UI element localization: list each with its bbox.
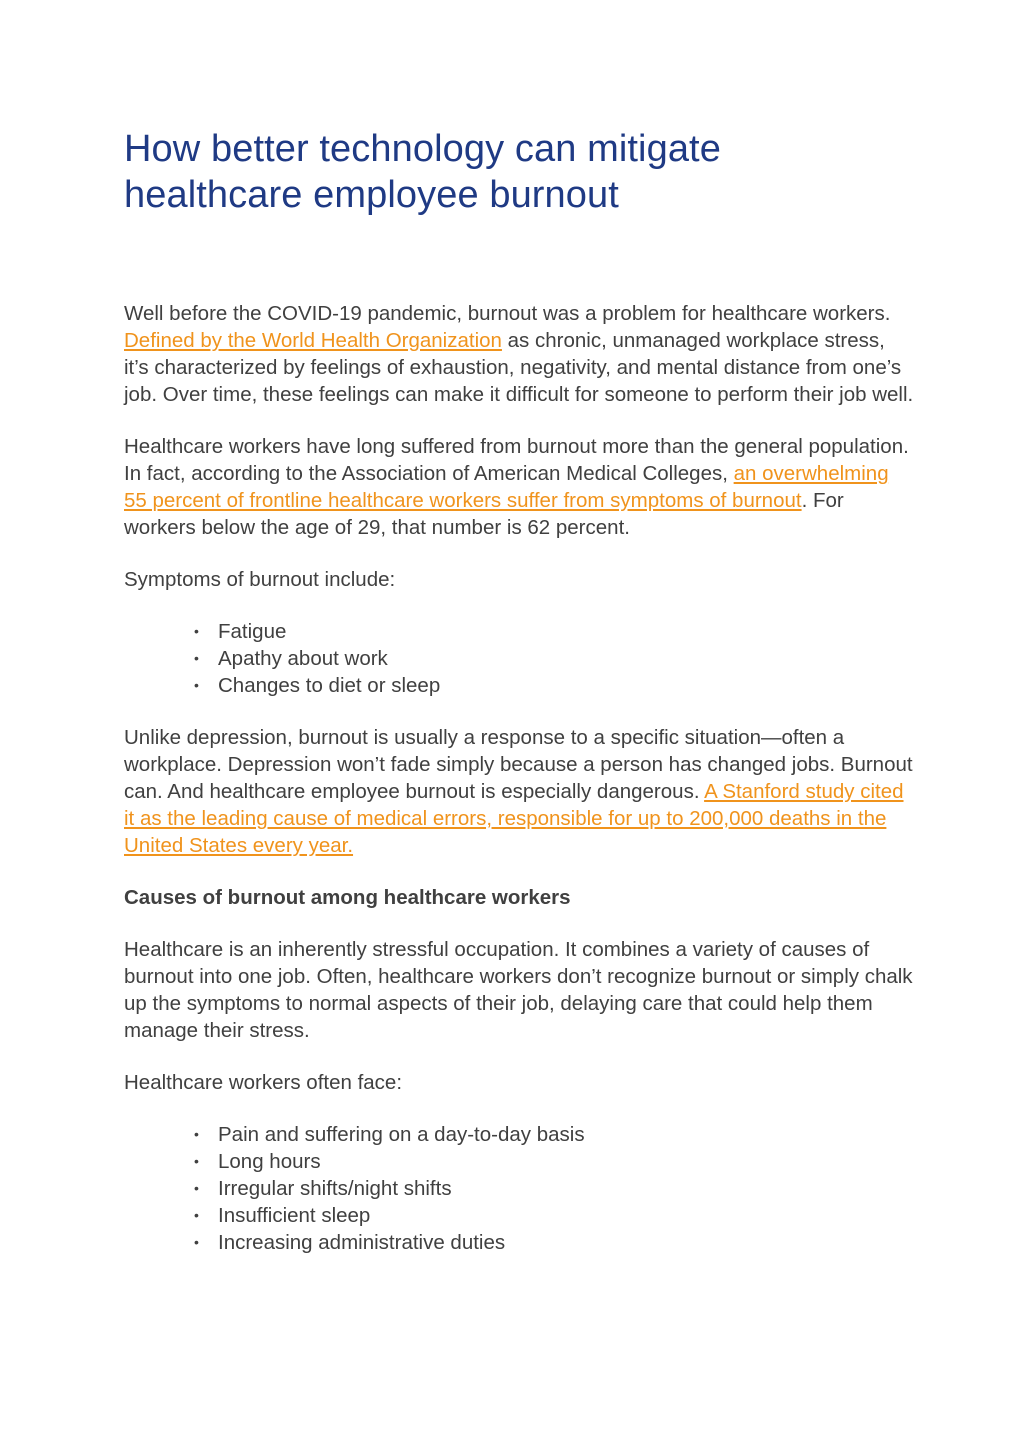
title-line-1: How better technology can mitigate — [124, 128, 721, 170]
list-item: • Fatigue — [194, 618, 914, 645]
section-heading: Causes of burnout among healthcare workers — [124, 886, 571, 909]
paragraph-text: . For workers below the age of 29, that number is 62 percent. — [124, 489, 844, 539]
paragraph-statistics — [124, 433, 914, 541]
stanford-study-link[interactable]: A Stanford study cited it as the leading cause of medical errors, responsible for up to 200,000 deaths in the United States every year. — [124, 780, 904, 857]
who-definition-link[interactable]: Defined by the World Health Organization — [124, 329, 502, 352]
faces-intro: Healthcare workers often face: — [124, 1071, 403, 1094]
list-item: • Increasing administrative duties — [194, 1229, 914, 1256]
symptoms-list — [124, 618, 914, 699]
list-item: • Insufficient sleep — [194, 1202, 914, 1229]
article-title — [124, 126, 914, 218]
faces-list — [124, 1121, 914, 1256]
paragraph-depression — [124, 724, 914, 859]
article — [124, 126, 914, 1281]
list-item: • Irregular shifts/night shifts — [194, 1175, 914, 1202]
list-item: • Long hours — [194, 1148, 914, 1175]
aamc-statistic-link[interactable]: an overwhelming 55 percent of frontline healthcare workers suffer from symptoms of burnout — [124, 462, 889, 512]
list-item: • Apathy about work — [194, 645, 914, 672]
paragraph-text: Well before the COVID-19 pandemic, burnout was a problem for healthcare workers. — [124, 302, 891, 325]
symptoms-intro: Symptoms of burnout include: — [124, 568, 396, 591]
paragraph-intro — [124, 300, 914, 408]
paragraph-causes: Healthcare is an inherently stressful occupation. It combines a variety of causes of burnout into one job. Often, healthcare workers don’t recognize burnout or simply chalk up the symptoms to normal aspects of their job, delaying care that could help them manage their stress. — [124, 938, 913, 1042]
title-line-2: healthcare employee burnout — [124, 174, 619, 216]
list-item: • Changes to diet or sleep — [194, 672, 914, 699]
paragraph-text: Unlike depression, burnout is usually a response to a specific situation—often a workplace. Depression won’t fade simply because a person has changed jobs. Burnout can. And healthcare employee burnout is especially dangerous. — [124, 726, 913, 803]
paragraph-text: Healthcare workers have long suffered from burnout more than the general population. In fact, according to the Association of American Medical Colleges, — [124, 435, 909, 485]
list-item: • Pain and suffering on a day-to-day basis — [194, 1121, 914, 1148]
paragraph-text: as chronic, unmanaged workplace stress, it’s characterized by feelings of exhaustion, negativity, and mental distance from one’s job. Over time, these feelings can make it difficult for someone to perform their job well. — [124, 329, 914, 406]
article-body — [124, 300, 914, 1256]
